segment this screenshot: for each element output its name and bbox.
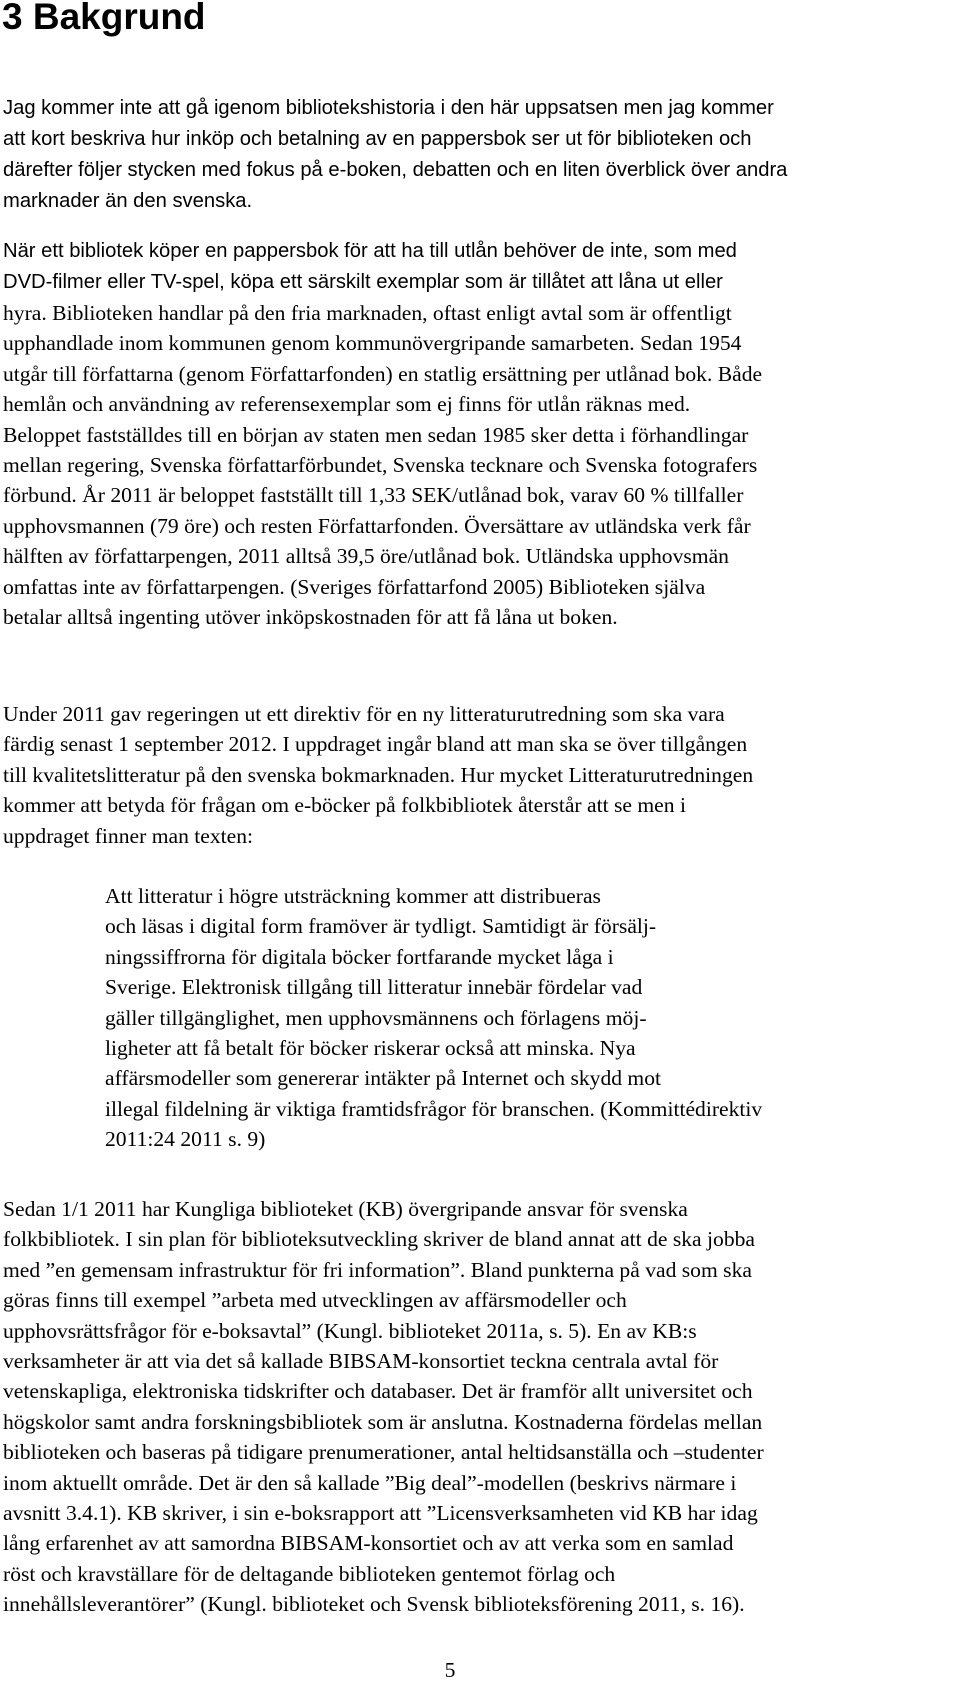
text-line: förbund. År 2011 är beloppet fastställt till 1,33 SEK/utlånad bok, varav 60 % tillfaller [3,483,744,508]
inquiry-paragraph [3,699,955,851]
text-line: innehållsleverantörer” (Kungl. biblioteket och Svensk biblioteksförening 2011, s. 16). [3,1592,745,1617]
section-heading: 3 Bakgrund [2,0,206,37]
text-line: Under 2011 gav regeringen ut ett direktiv för en ny litteraturutredning som ska vara [3,702,725,726]
purchase-paragraph [3,298,955,632]
text-line: uppdraget finner man texten: [3,823,254,848]
text-line: avsnitt 3.4.1). KB skriver, i sin e-boksrapport att ”Licensverksamheten vid KB har idag [3,1500,758,1525]
block-quote [105,881,945,1155]
quote-line: Sverige. Elektronisk tillgång till litteratur innebär fördelar vad [105,975,643,1000]
text-line: röst och kravställare för de deltagande biblioteken gentemot förlag och [3,1561,616,1586]
text-line: Jag kommer inte att gå igenom bibliotekshistoria i den här uppsatsen men jag kommer [3,97,774,119]
intro-paragraph [3,93,955,217]
text-line: vetenskapliga, elektroniska tidskrifter och databaser. Det är framför allt universitet och [3,1379,753,1404]
text-line: utgår till författarna (genom Författarfonden) en statlig ersättning per utlånad bok. Både [3,361,763,386]
text-line: färdig senast 1 september 2012. I uppdraget ingår bland att man ska se över tillgången [3,732,748,757]
purchase-paragraph-head [3,236,955,298]
quote-line: ligheter att få betalt för böcker riskerar också att minska. Nya [105,1035,636,1060]
quote-line: Att litteratur i högre utsträckning kommer att distribueras [105,884,601,908]
text-line: hemlån och användning av referensexemplar som ej finns för utlån räknas med. [3,392,691,417]
text-line: till kvalitetslitteratur på den svenska bokmarknaden. Hur mycket Litteraturutredningen [3,762,754,787]
text-line: lång erfarenhet av att samordna BIBSAM-konsortiet och av att verka som en samlad [3,1531,734,1556]
text-line: biblioteken och baseras på tidigare prenumerationer, antal heltidsanställa och –studenter [3,1440,764,1465]
kb-paragraph [3,1194,955,1619]
text-line: Sedan 1/1 2011 har Kungliga biblioteket (KB) övergripande ansvar för svenska [3,1197,688,1221]
text-line: hälften av författarpengen, 2011 alltså 39,5 öre/utlånad bok. Utländska upphovsmän [3,544,729,569]
text-line: högskolor samt andra forskningsbibliotek som är anslutna. Kostnaderna fördelas mellan [3,1409,763,1434]
text-line: inom aktuellt område. Det är den så kallade ”Big deal”-modellen (beskrivs närmare i [3,1470,737,1495]
quote-line: affärsmodeller som genererar intäkter på Internet och skydd mot [105,1066,662,1091]
text-line: kommer att betyda för frågan om e-böcker på folkbibliotek återstår att se men i [3,793,686,818]
text-line: verksamheter är att via det så kallade BIBSAM-konsortiet teckna centrala avtal för [3,1348,719,1373]
quote-line: 2011:24 2011 s. 9) [105,1127,266,1152]
text-line: Beloppet fastställdes till en början av staten men sedan 1985 sker detta i förhandlingar [3,422,749,447]
text-line: DVD-filmer eller TV-spel, köpa ett särskilt exemplar som är tillåtet att låna ut eller [3,271,723,293]
quote-line: ningssiffrorna för digitala böcker fortfarande mycket låga i [105,944,614,969]
text-line: hyra. Biblioteken handlar på den fria marknaden, oftast enligt avtal som är offentligt [3,301,732,325]
text-line: därefter följer stycken med fokus på e-boken, debatten och en liten överblick över andra [3,159,788,181]
quote-line: och läsas i digital form framöver är tydligt. Samtidigt är försälj- [105,914,657,939]
text-line: mellan regering, Svenska författarförbundet, Svenska tecknare och Svenska fotografers [3,452,758,477]
page-number: 5 [444,1658,456,1682]
text-line: När ett bibliotek köper en pappersbok för att ha till utlån behöver de inte, som med [3,240,737,262]
quote-line: gäller tillgänglighet, men upphovsmännens och förlagens möj- [105,1005,647,1030]
text-line: upphandlade inom kommunen genom kommunövergripande samarbeten. Sedan 1954 [3,331,742,356]
text-line: betalar alltså ingenting utöver inköpskostnaden för att få låna ut boken. [3,604,618,629]
text-line: med ”en gemensam infrastruktur för fri information”. Bland punkterna på vad som ska [3,1257,752,1282]
text-line: att kort beskriva hur inköp och betalning av en pappersbok ser ut för biblioteken och [3,128,752,150]
text-line: upphovsmannen (79 öre) och resten Författarfonden. Översättare av utländska verk får [3,513,751,538]
text-line: göras finns till exempel ”arbeta med utvecklingen av affärsmodeller och [3,1288,627,1313]
quote-line: illegal fildelning är viktiga framtidsfrågor för branschen. (Kommittédirektiv [105,1096,763,1121]
text-line: folkbibliotek. I sin plan för biblioteksutveckling skriver de bland annat att de ska jobba [3,1227,756,1252]
text-line: omfattas inte av författarpengen. (Sveriges författarfond 2005) Biblioteken själva [3,574,706,599]
text-line: marknader än den svenska. [3,190,253,212]
text-line: upphovsrättsfrågor för e-boksavtal” (Kungl. biblioteket 2011a, s. 5). En av KB:s [3,1318,697,1343]
